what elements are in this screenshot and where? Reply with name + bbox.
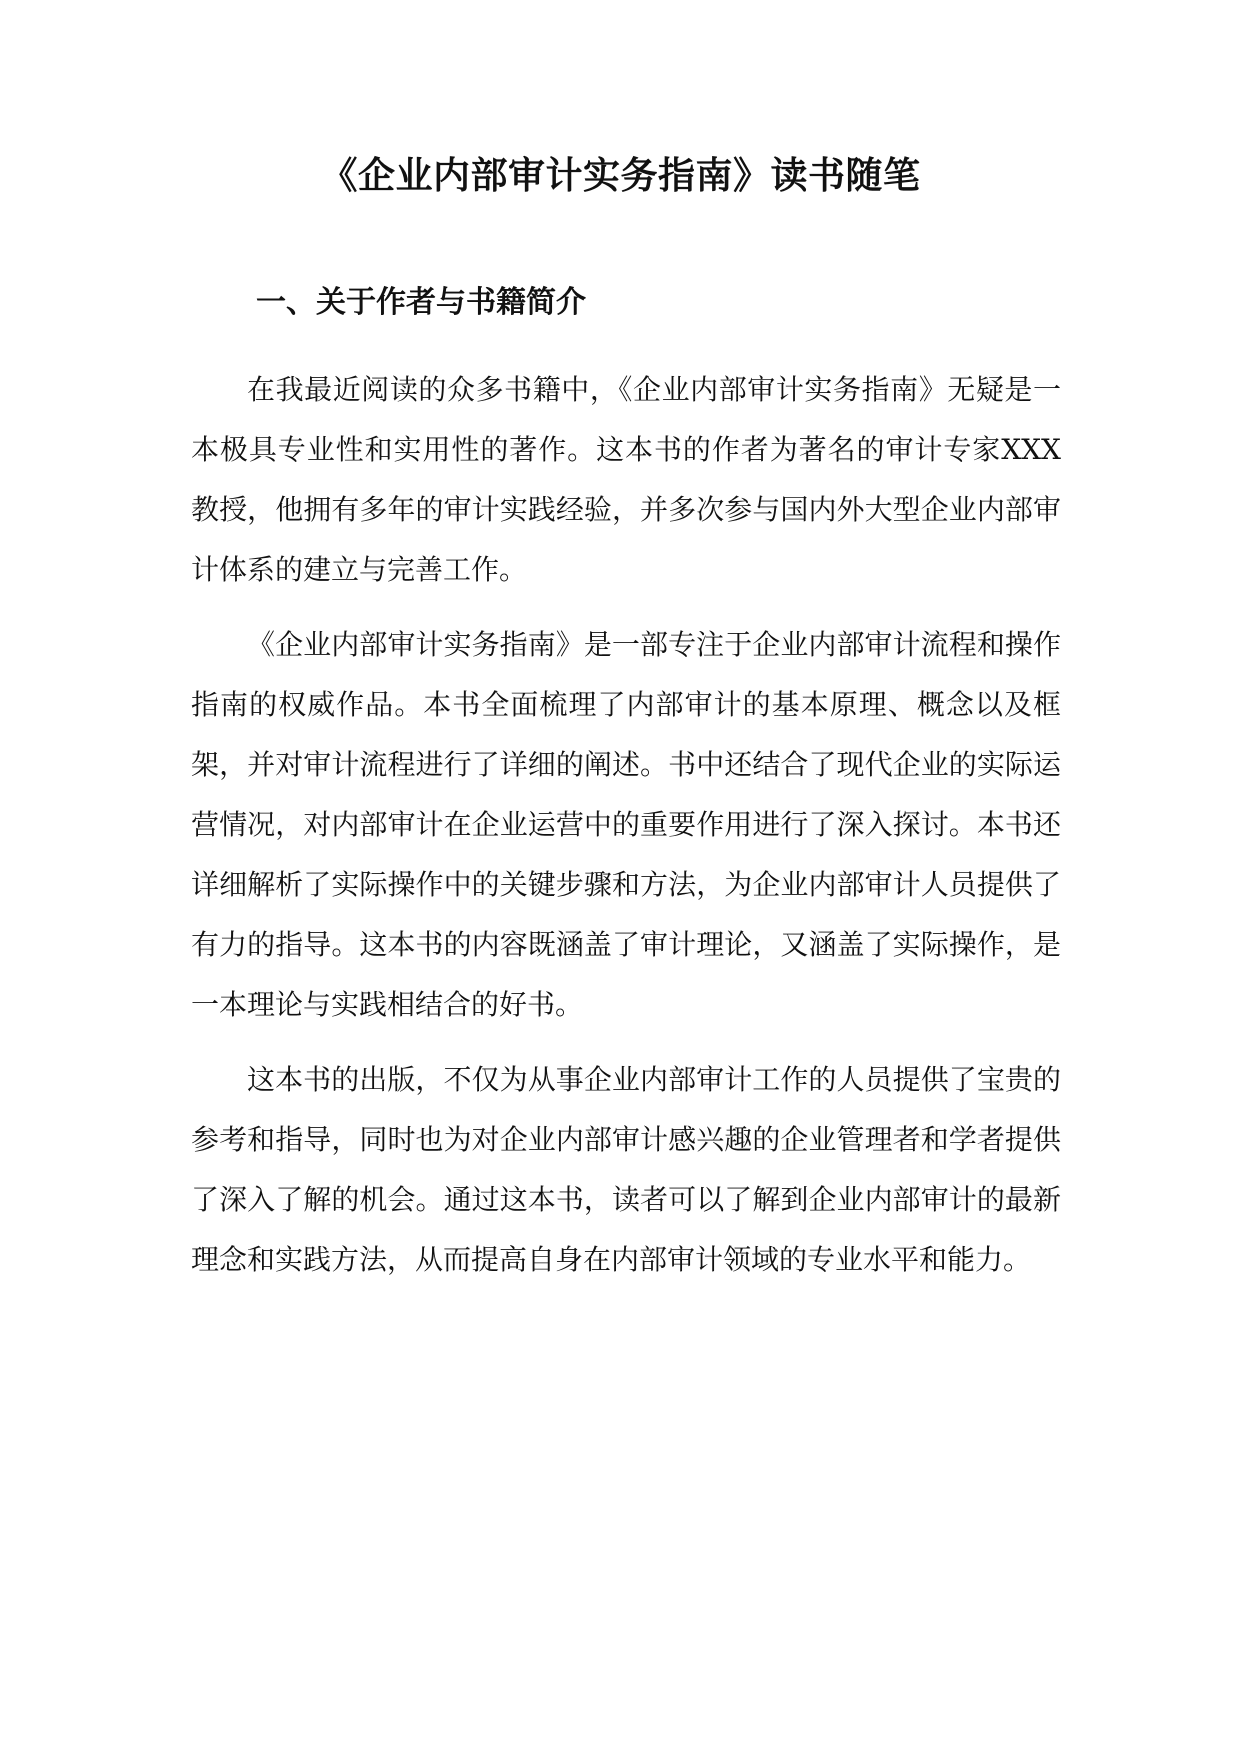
section-heading: 一、关于作者与书籍简介	[256, 285, 586, 320]
paragraph: 《企业内部审计实务指南》是一部专注于企业内部审计流程和操作指南的权威作品。本书全面梳理了内部审计的基本原理、概念以及框架，并对审计流程进行了详细的阐述。书中还结合了现代企业的实际运营情况，对内部审计在企业运营中的重要作用进行了深入探讨。本书还详细解析了实际操作中的关键步骤和方法，为企业内部审计人员提供了有力的指导。这本书的内容既涵盖了审计理论，又涵盖了实际操作，是一本理论与实践相结合的好书。	[191, 628, 1061, 1021]
document-title: 《企业内部审计实务指南》读书随笔	[320, 154, 921, 197]
document-body	[191, 360, 1061, 1290]
paragraph: 这本书的出版，不仅为从事企业内部审计工作的人员提供了宝贵的参考和指导，同时也为对企业内部审计感兴趣的企业管理者和学者提供了深入了解的机会。通过这本书，读者可以了解到企业内部审计的最新理念和实践方法，从而提高自身在内部审计领域的专业水平和能力。	[191, 1063, 1061, 1276]
paragraph: 在我最近阅读的众多书籍中，《企业内部审计实务指南》无疑是一本极具专业性和实用性的著作。这本书的作者为著名的审计专家XXX教授，他拥有多年的审计实践经验，并多次参与国内外大型企业内部审计体系的建立与完善工作。	[191, 373, 1061, 586]
